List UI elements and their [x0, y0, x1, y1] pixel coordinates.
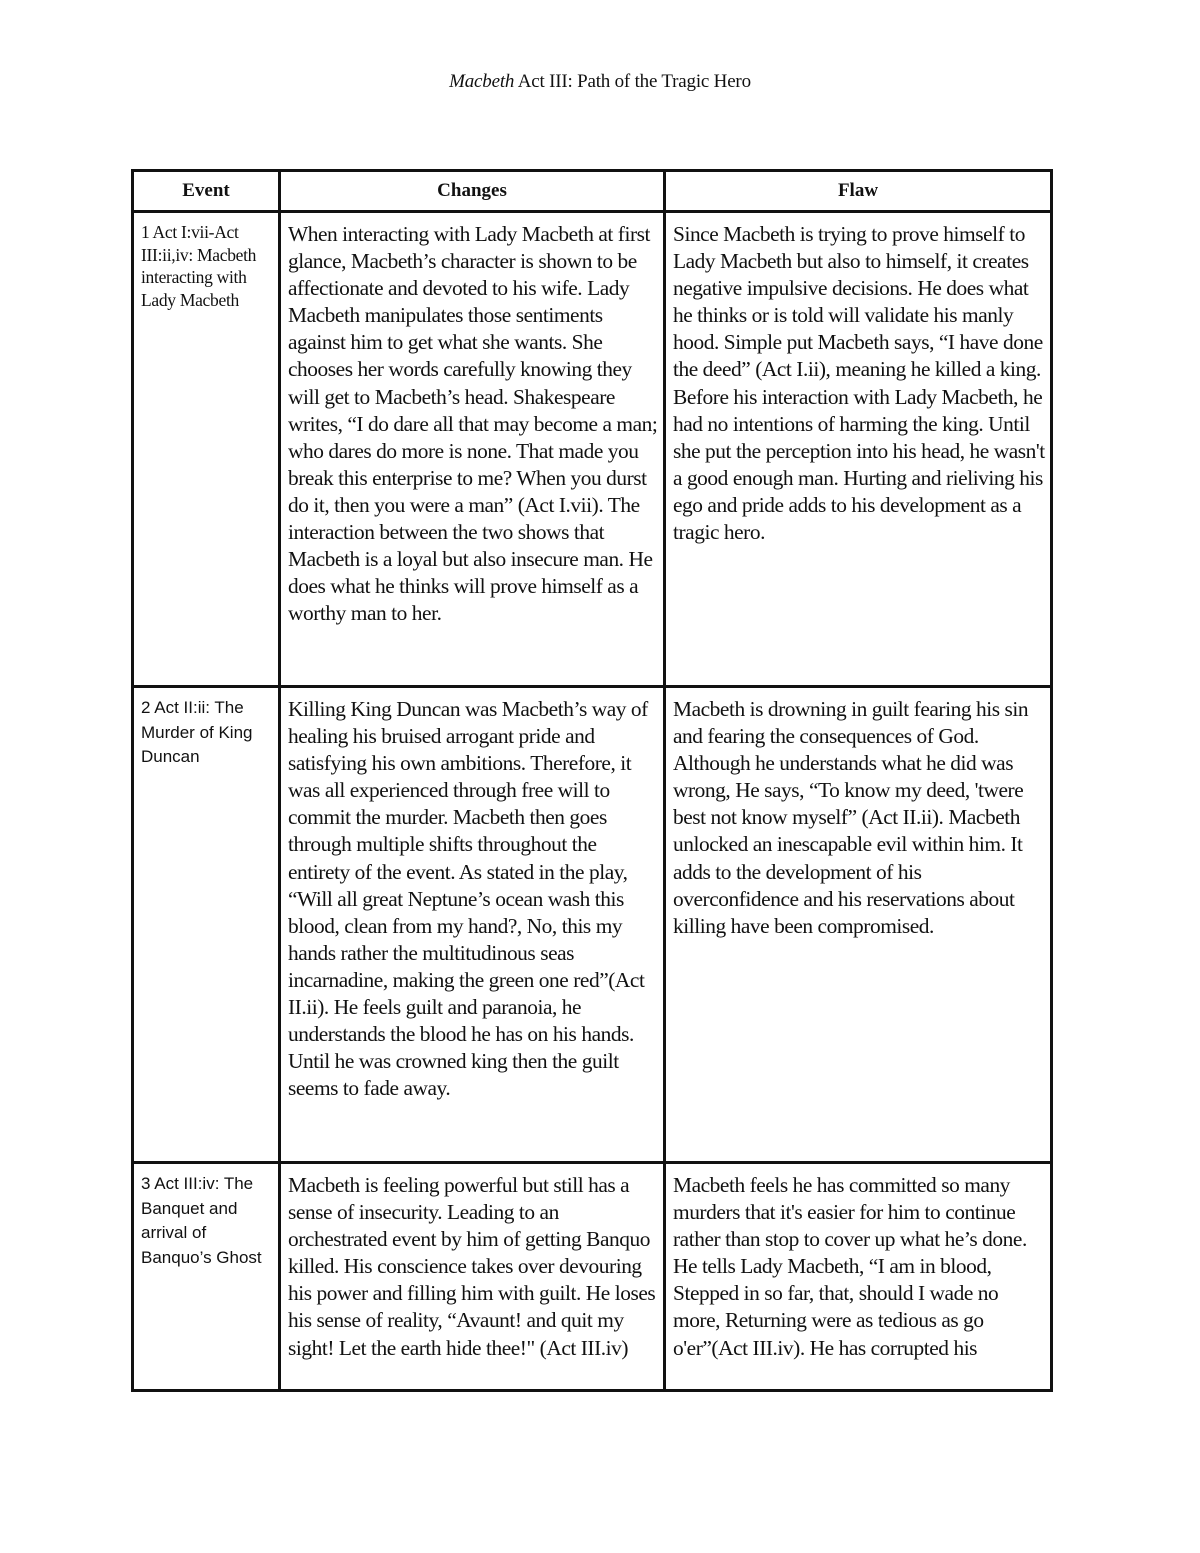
event-cell	[133, 1163, 280, 1391]
event-text: 3 Act III:iv: The Banquet and arrival of Banquo’s Ghost	[141, 1174, 262, 1267]
header-flaw: Flaw	[665, 171, 1052, 212]
table-row	[133, 212, 1052, 687]
flaw-text: Since Macbeth is trying to prove himself to Lady Macbeth but also to himself, it creates negative impulsive decisions. He does what he thinks or is told will validate his manly hood. Simple put Macbeth says, “I have done the deed” (Act I.ii), meaning he killed a king. Before his interaction with Lady Macbeth, he had no intentions of harming the king. Until she put the perception into his head, he wasn't a good enough man. Hurting and rieliving his ego and pride adds to his development as a tragic hero.	[673, 222, 1045, 545]
header-changes: Changes	[280, 171, 665, 212]
changes-cell	[280, 212, 665, 687]
changes-text: Killing King Duncan was Macbeth’s way of healing his bruised arrogant pride and satisfying his own ambitions. Therefore, it was all experienced through free will to commit the murder. Macbeth then goes through multiple shifts throughout the entirety of the event. As stated in the play, “Will all great Neptune’s ocean wash this blood, clean from my hand?, No, this my hands rather the multitudinous seas incarnadine, making the green one red”(Act II.ii). He feels guilt and paranoia, he understands the blood he has on his hands. Until he was crowned king then the guilt seems to fade away.	[288, 697, 648, 1101]
changes-text: Macbeth is feeling powerful but still has a sense of insecurity. Leading to an orchestrated event by him of getting Banquo killed. His conscience takes over devouring his power and filling him with guilt. He loses his sense of reality, “Avaunt! and quit my sight! Let the earth hide thee!" (Act III.iv)	[288, 1173, 656, 1360]
header-event: Event	[133, 171, 280, 212]
event-cell	[133, 212, 280, 687]
event-text: 1 Act I:vii-Act III:ii,iv: Macbeth interacting with Lady Macbeth	[141, 222, 257, 310]
changes-cell	[280, 1163, 665, 1391]
table-row	[133, 687, 1052, 1163]
analysis-table	[131, 169, 1053, 1392]
event-cell	[133, 687, 280, 1163]
changes-text: When interacting with Lady Macbeth at first glance, Macbeth’s character is shown to be affectionate and devoted to his wife. Lady Macbeth manipulates those sentiments against him to get what she wants. She chooses her words carefully knowing they will get to Macbeth’s head. Shakespeare writes, “I do dare all that may become a man; who dares do more is none. That made you break this enterprise to me? When you durst do it, then you were a man” (Act I.vii). The interaction between the two shows that Macbeth is a loyal but also insecure man. He does what he thinks will prove himself as a worthy man to her.	[288, 222, 658, 626]
title-play-name: Macbeth	[449, 71, 515, 92]
table-row	[133, 1163, 1052, 1391]
flaw-cell	[665, 687, 1052, 1163]
flaw-text: Macbeth feels he has committed so many murders that it's easier for him to continue rather than stop to cover up what he’s done. He tells Lady Macbeth, “I am in blood, Stepped in so far, that, should I wade no more, Returning were as tedious as go o'er”(Act III.iv). He has corrupted his	[673, 1173, 1027, 1360]
flaw-cell	[665, 1163, 1052, 1391]
title-subtitle: Act III: Path of the Tragic Hero	[514, 71, 751, 92]
flaw-cell	[665, 212, 1052, 687]
page-title	[0, 71, 1200, 93]
event-text: 2 Act II:ii: The Murder of King Duncan	[141, 698, 253, 767]
changes-cell	[280, 687, 665, 1163]
table-header-row	[133, 171, 1052, 212]
flaw-text: Macbeth is drowning in guilt fearing his sin and fearing the consequences of God. Although he understands what he did was wrong, He says, “To know my deed, 'twere best not know myself” (Act II.ii). Macbeth unlocked an inescapable evil within him. It adds to the development of his overconfidence and his reservations about killing have been compromised.	[673, 697, 1029, 938]
